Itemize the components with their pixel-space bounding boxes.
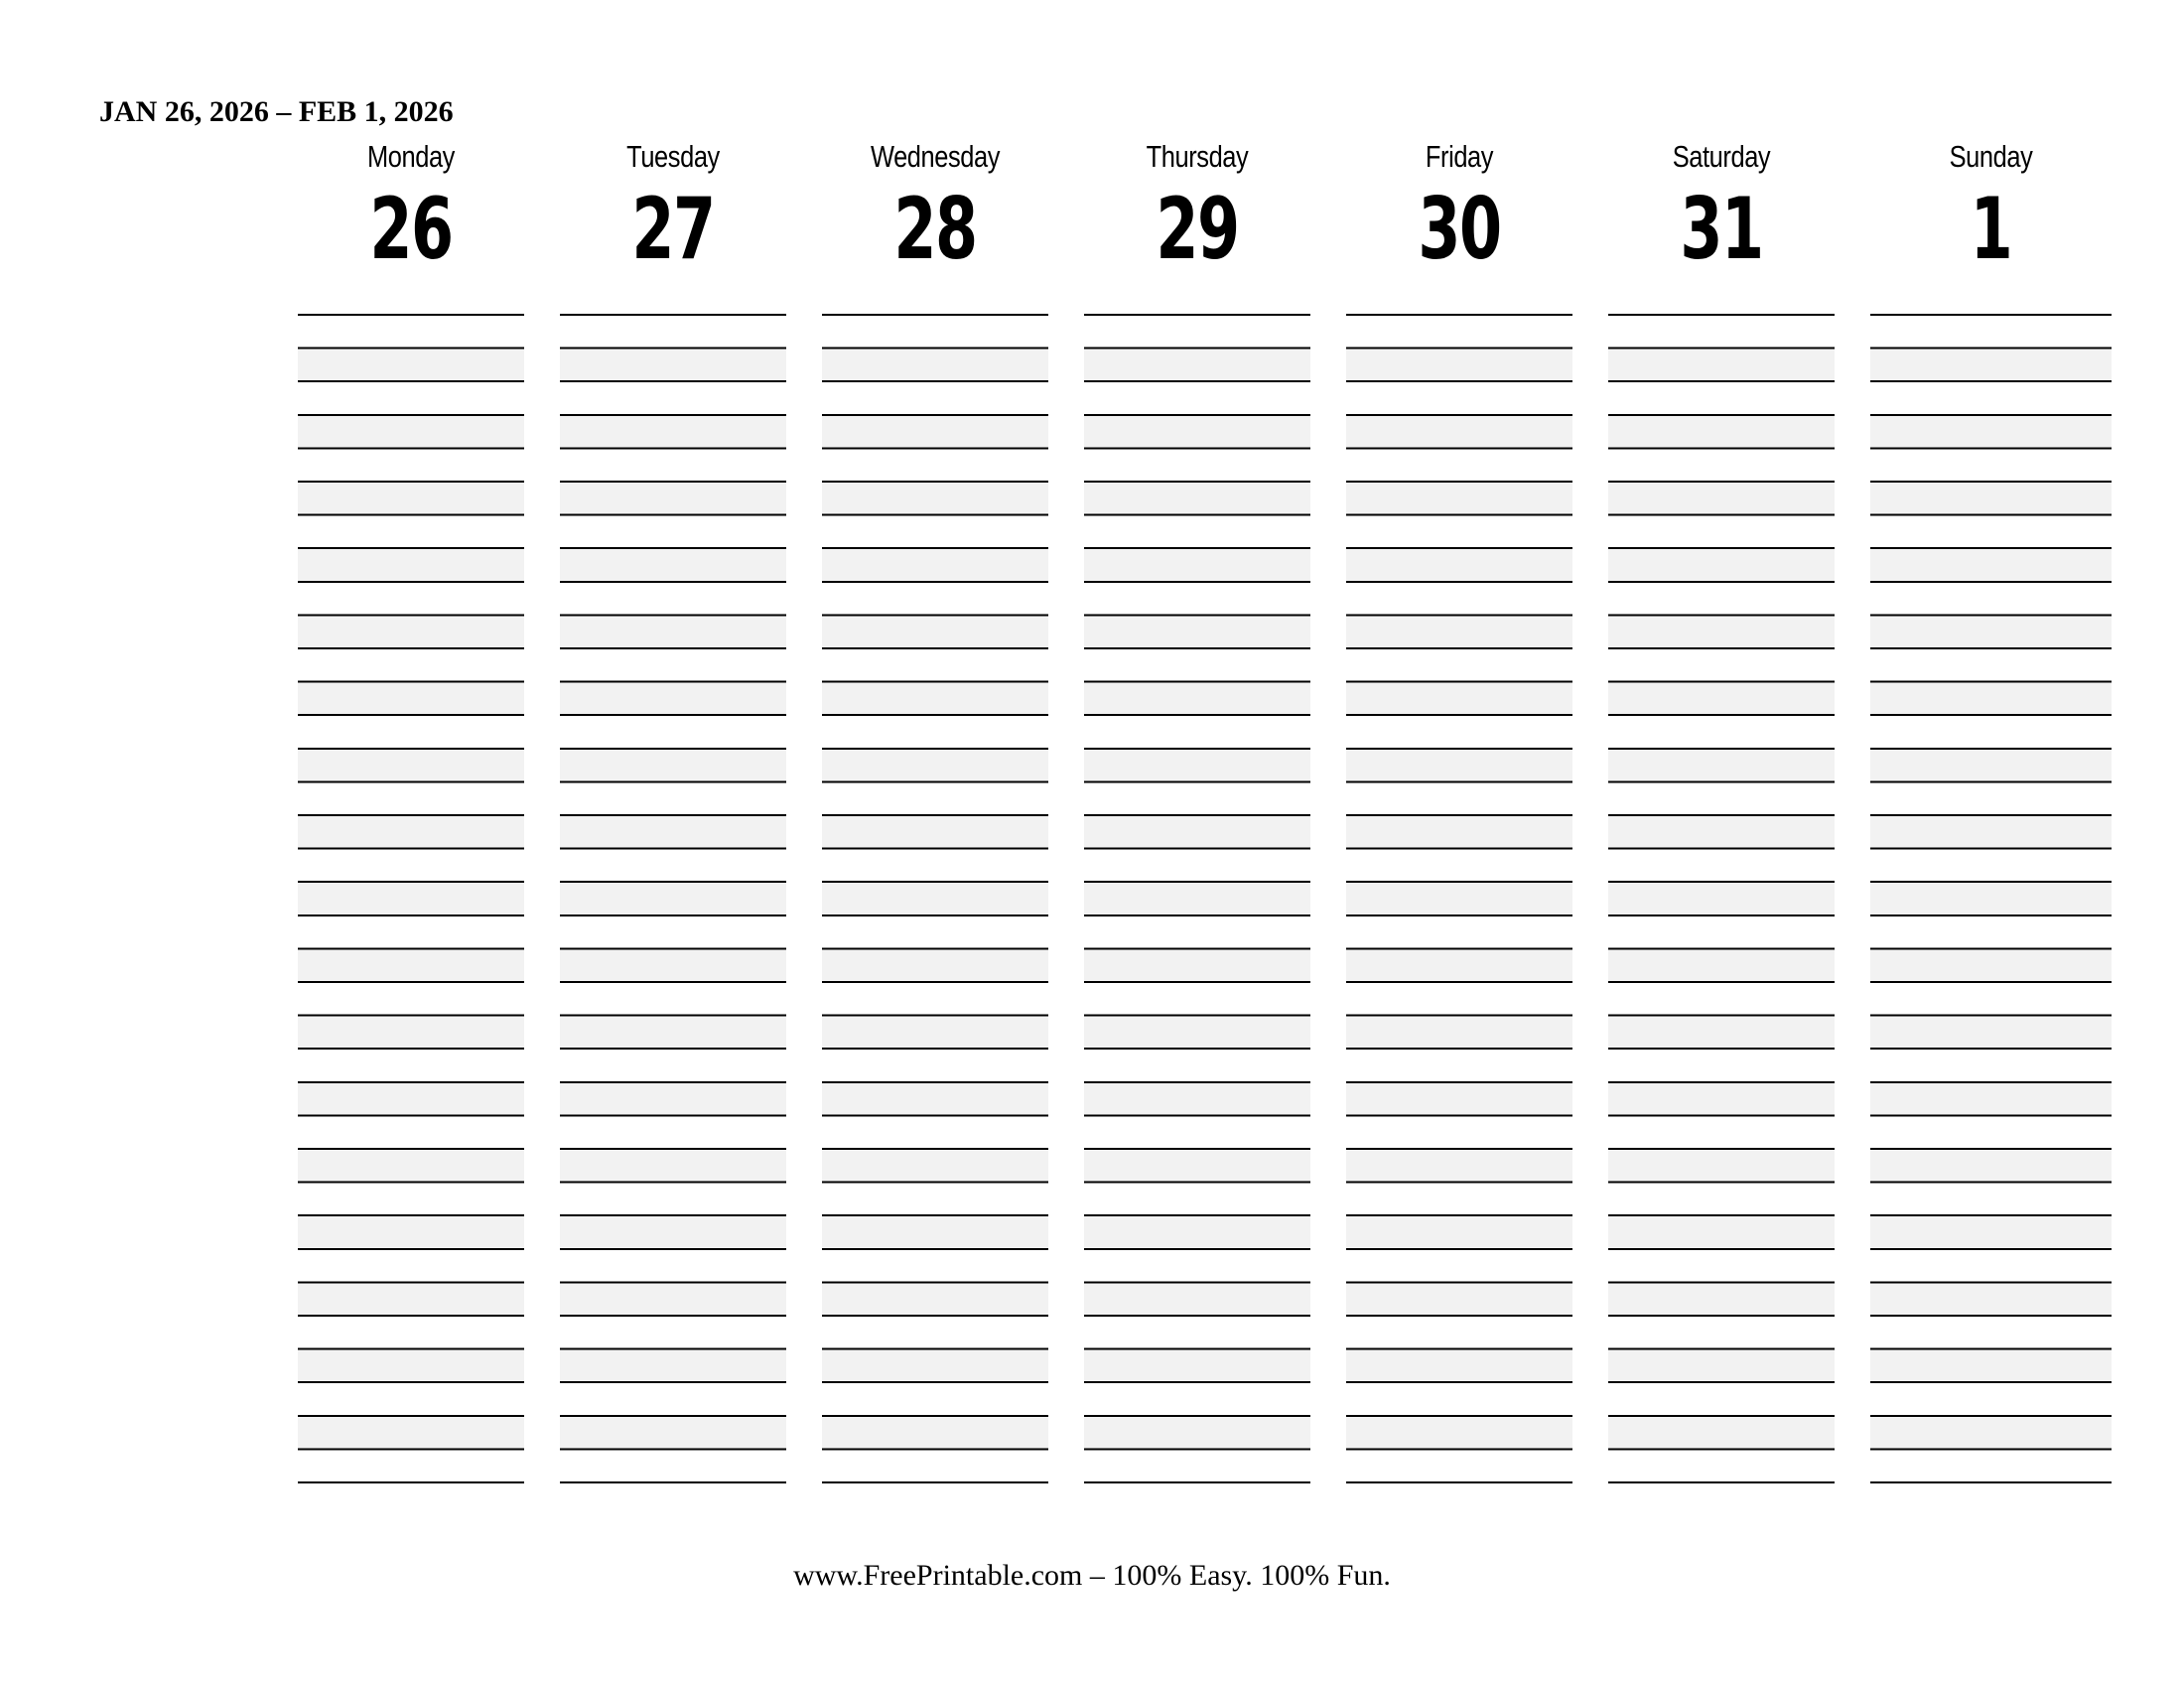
writing-lines[interactable]	[1346, 314, 1572, 1483]
day-name: Monday	[367, 139, 455, 174]
day-number: 27	[631, 180, 715, 279]
day-column-wednesday	[822, 0, 1048, 1688]
day-column-friday	[1346, 0, 1572, 1688]
day-name: Tuesday	[626, 139, 720, 174]
day-number: 28	[893, 180, 977, 279]
day-name: Saturday	[1672, 139, 1771, 174]
date-range-title: JAN 26, 2026 – FEB 1, 2026	[99, 95, 454, 128]
writing-lines[interactable]	[1084, 314, 1310, 1483]
writing-lines[interactable]	[298, 314, 524, 1483]
day-number: 29	[1156, 180, 1239, 279]
day-name: Sunday	[1949, 139, 2033, 174]
writing-lines[interactable]	[560, 314, 786, 1483]
day-column-tuesday	[560, 0, 786, 1688]
day-number: 30	[1418, 180, 1501, 279]
writing-lines[interactable]	[1608, 314, 1835, 1483]
day-column-monday	[298, 0, 524, 1688]
day-number: 1	[1970, 180, 2012, 279]
day-number: 31	[1680, 180, 1763, 279]
writing-lines[interactable]	[822, 314, 1048, 1483]
writing-lines[interactable]	[1870, 314, 2112, 1483]
day-column-sunday	[1870, 0, 2112, 1688]
day-name: Wednesday	[870, 139, 1001, 174]
day-column-thursday	[1084, 0, 1310, 1688]
day-column-saturday	[1608, 0, 1835, 1688]
footer-credit: www.FreePrintable.com – 100% Easy. 100% Fun.	[793, 1559, 1391, 1592]
day-name: Friday	[1425, 139, 1494, 174]
day-number: 26	[369, 180, 453, 279]
day-name: Thursday	[1146, 139, 1249, 174]
